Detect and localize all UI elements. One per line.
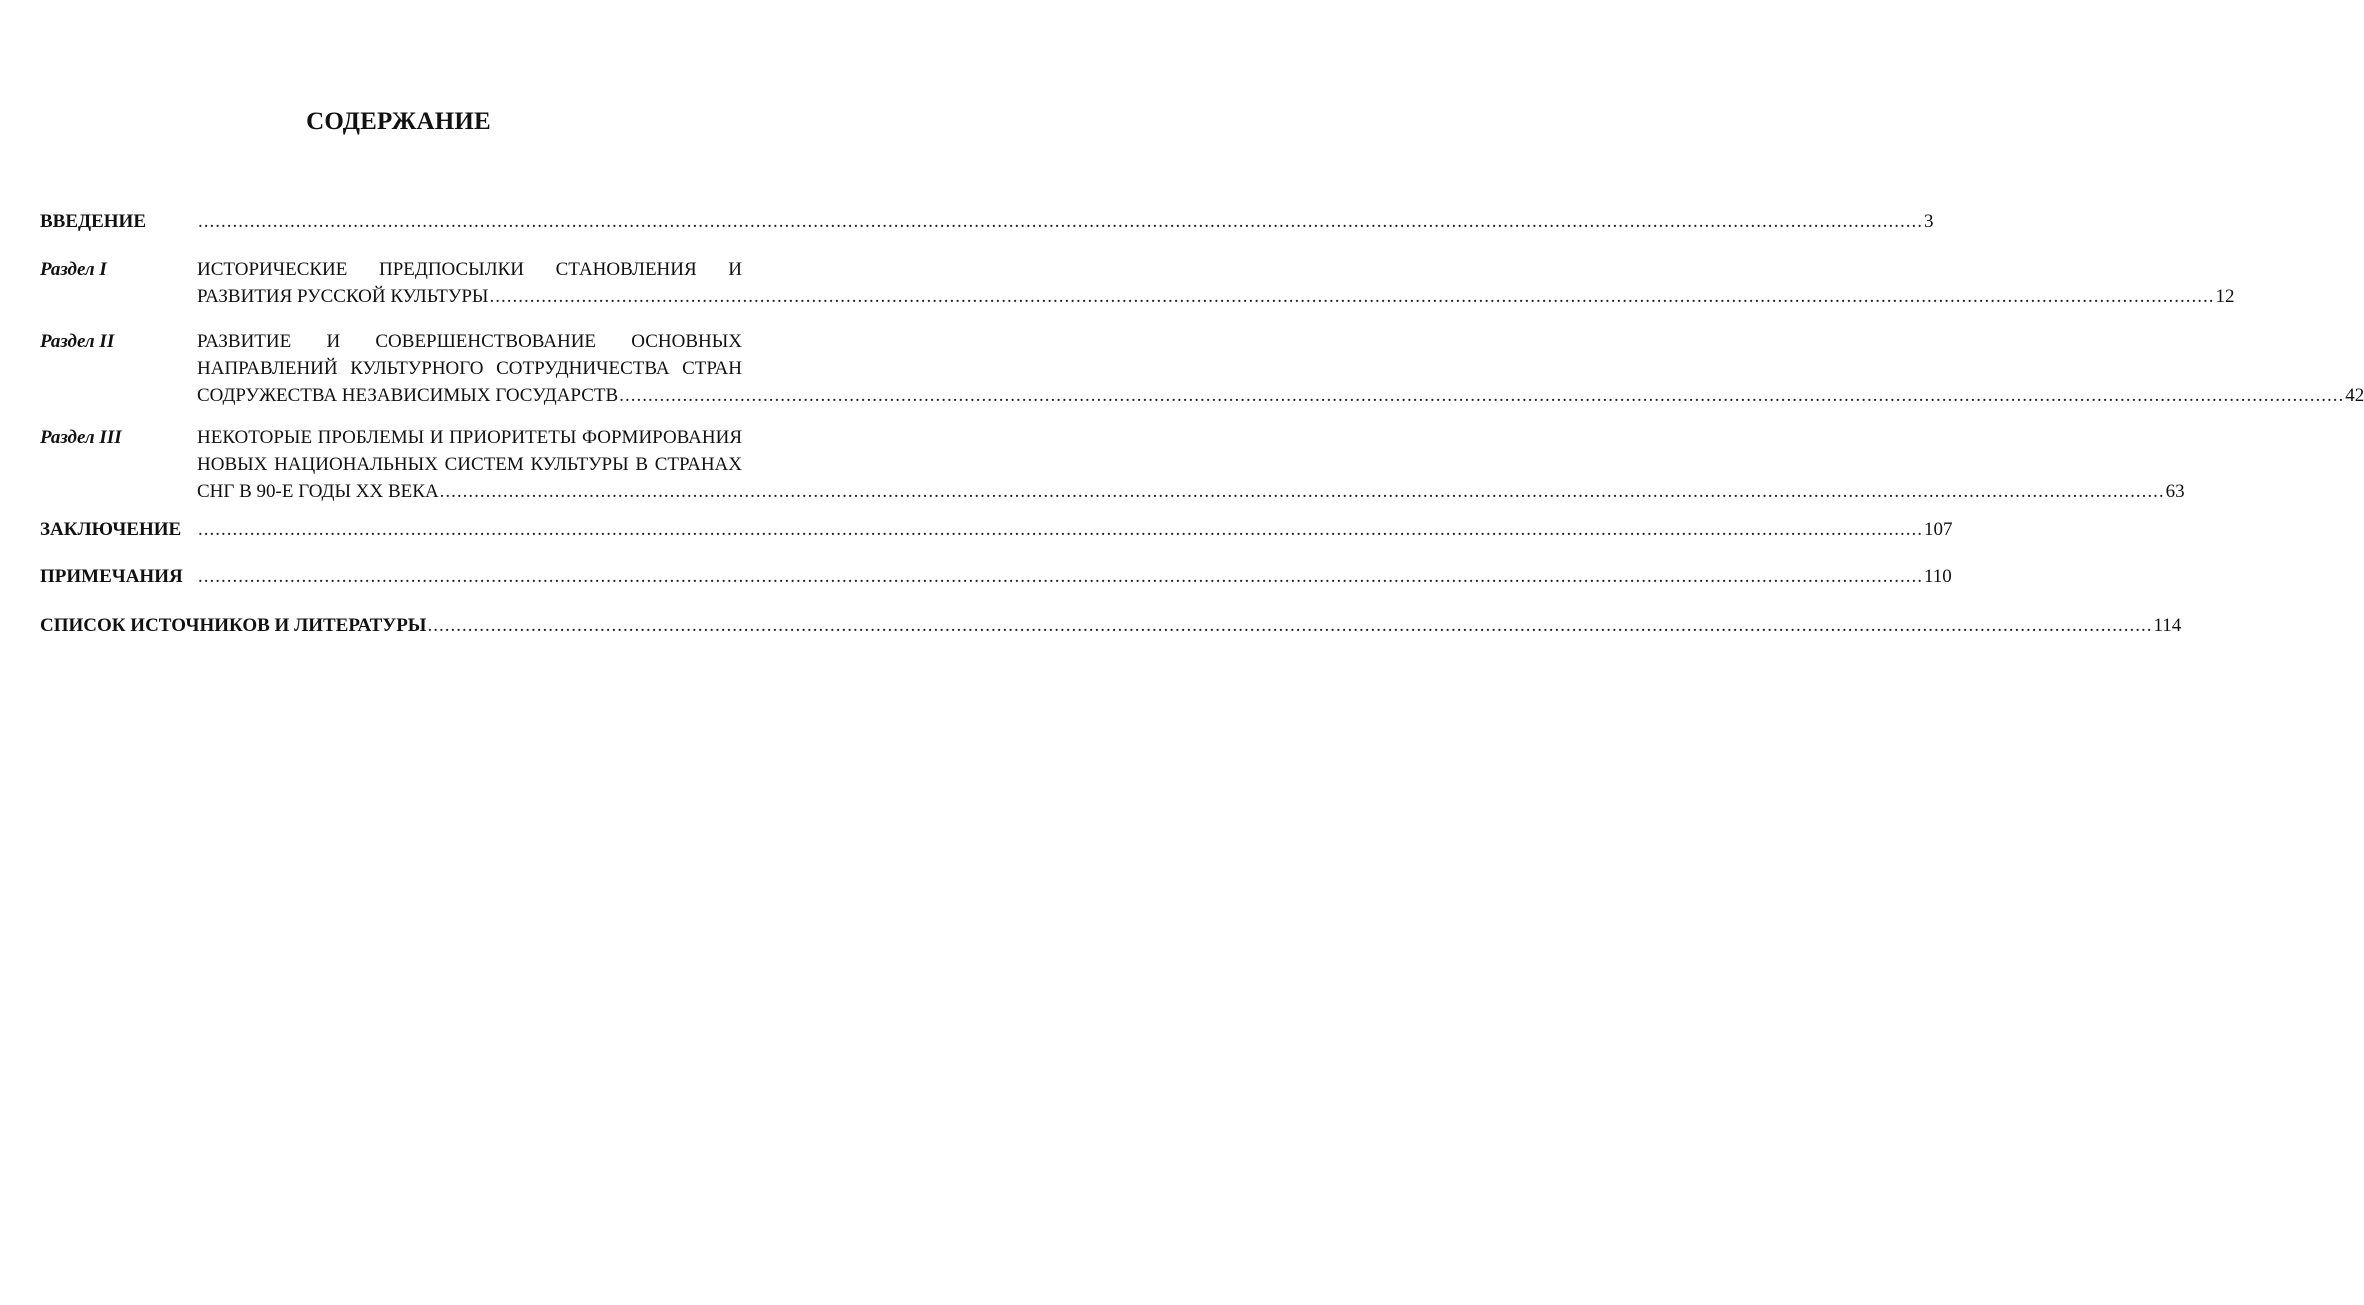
toc-entry-section-3[interactable] [0, 424, 2185, 506]
toc-line: НОВЫХ НАЦИОНАЛЬНЫХ СИСТЕМ КУЛЬТУРЫ В СТРАНАХ [197, 454, 742, 475]
toc-label: ЗАКЛЮЧЕНИЕ [40, 519, 182, 540]
dot-leader: ............................................................................................................................................................................................................................................................................................................ [489, 286, 2215, 307]
page-number: 12 [2215, 286, 2235, 307]
dot-leader: ............................................................................................................................................................................................................................................................................................................ [198, 211, 1923, 232]
toc-line: ИСТОРИЧЕСКИЕ ПРЕДПОСЫЛКИ СТАНОВЛЕНИЯ И [197, 259, 742, 280]
toc-entry-text [197, 424, 2185, 505]
page-number: 3 [1924, 211, 1934, 232]
toc-entry-conclusion[interactable] [0, 516, 1953, 543]
dot-leader: ............................................................................................................................................................................................................................................................................................................ [619, 385, 2345, 406]
toc-entry-section-1[interactable] [0, 256, 2235, 312]
toc-line: СНГ В 90-Е ГОДЫ XX ВЕКА [197, 481, 439, 502]
toc-leader-line [197, 478, 2185, 505]
toc-leader-line [197, 516, 1953, 543]
toc-line: НЕКОТОРЫЕ ПРОБЛЕМЫ И ПРИОРИТЕТЫ ФОРМИРОВАНИЯ [197, 427, 742, 448]
toc-entry-sources[interactable] [0, 612, 2182, 639]
page-number: 107 [1924, 519, 1953, 540]
dot-leader: ............................................................................................................................................................................................................................................................................................................ [198, 566, 1923, 587]
toc-line: НАПРАВЛЕНИЙ КУЛЬТУРНОГО СОТРУДНИЧЕСТВА СТРАН [197, 358, 742, 379]
dot-leader: ............................................................................................................................................................................................................................................................................................................ [198, 519, 1923, 540]
toc-entry-notes[interactable] [0, 563, 1952, 590]
toc-leader-line [197, 563, 1952, 590]
toc-label: Раздел I [40, 259, 107, 280]
page-number: 42 [2345, 385, 2364, 406]
toc-label: ПРИМЕЧАНИЯ [40, 566, 183, 587]
toc-label: СПИСОК ИСТОЧНИКОВ И ЛИТЕРАТУРЫ [40, 615, 427, 636]
toc-entry-section-2[interactable] [0, 328, 2364, 410]
toc-leader-line [197, 382, 2364, 409]
dot-leader: ............................................................................................................................................................................................................................................................................................................ [427, 615, 2153, 636]
toc-line: РАЗВИТИЯ РУССКОЙ КУЛЬТУРЫ [197, 286, 489, 307]
page-title: СОДЕРЖАНИЕ [306, 108, 491, 135]
page-number: 63 [2165, 481, 2185, 502]
toc-label: ВВЕДЕНИЕ [40, 211, 146, 232]
page-number: 110 [1924, 566, 1952, 587]
toc-leader-line [197, 283, 2235, 310]
page-number: 114 [2153, 615, 2182, 636]
toc-entry-intro[interactable] [0, 208, 1934, 235]
dot-leader: ............................................................................................................................................................................................................................................................................................................ [439, 481, 2165, 502]
toc-entry-text [197, 256, 2235, 310]
toc-line: РАЗВИТИЕ И СОВЕРШЕНСТВОВАНИЕ ОСНОВНЫХ [197, 331, 742, 352]
toc-leader-line [197, 208, 1934, 235]
toc-entry-text [197, 328, 2364, 409]
toc-line: СОДРУЖЕСТВА НЕЗАВИСИМЫХ ГОСУДАРСТВ [197, 385, 619, 406]
toc-leader-line [40, 612, 2182, 639]
toc-label: Раздел II [40, 331, 115, 352]
toc-label: Раздел III [40, 427, 122, 448]
